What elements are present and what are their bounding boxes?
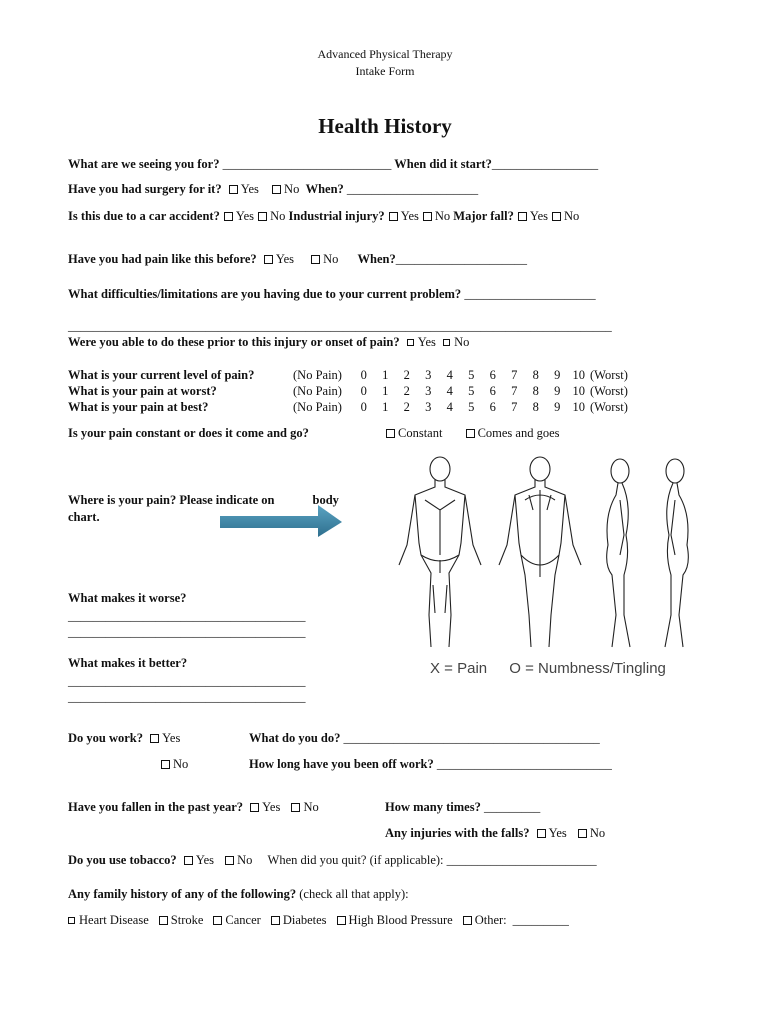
car-accident-yes-label: Yes bbox=[235, 209, 255, 223]
accident-question bbox=[68, 209, 579, 224]
surgery-when-label: When? bbox=[305, 182, 344, 196]
family-history-options bbox=[68, 913, 569, 928]
pain-scale-number[interactable]: 0 bbox=[360, 384, 367, 398]
pain-scale-low: (No Pain) bbox=[293, 368, 342, 382]
off-work-field[interactable]: ____________________________ bbox=[436, 757, 612, 771]
pain-before-question bbox=[68, 252, 527, 267]
pain-before-yes-checkbox[interactable] bbox=[264, 255, 273, 264]
tobacco-no-checkbox[interactable] bbox=[225, 856, 234, 865]
family-history-option-label: High Blood Pressure bbox=[348, 913, 453, 927]
where-pain-line2: chart. bbox=[68, 510, 100, 524]
fall-injuries-question bbox=[385, 826, 605, 841]
pain-scale-number[interactable]: 5 bbox=[468, 368, 475, 382]
seeing-for-label: What are we seeing you for? bbox=[68, 157, 220, 171]
pain-scale-numbers bbox=[353, 384, 590, 399]
body-side-right-figure bbox=[607, 459, 630, 647]
pain-scale-question: What is your current level of pain? bbox=[68, 368, 255, 382]
fall-injuries-yes-label: Yes bbox=[548, 826, 567, 840]
work-label: Do you work? bbox=[68, 731, 144, 745]
work-do-label: What do you do? bbox=[249, 731, 341, 745]
worse-label: What makes it worse? bbox=[68, 591, 187, 605]
pain-before-yes-label: Yes bbox=[275, 252, 295, 266]
family-history-checkbox[interactable] bbox=[463, 916, 472, 925]
work-no-label: No bbox=[173, 757, 189, 771]
pain-scale-number[interactable]: 2 bbox=[403, 400, 410, 414]
fallen-no-checkbox[interactable] bbox=[291, 803, 300, 812]
industrial-yes-checkbox[interactable] bbox=[389, 212, 398, 221]
times-question bbox=[385, 800, 540, 815]
family-history-checkbox[interactable] bbox=[68, 917, 75, 924]
pain-scale-number[interactable]: 10 bbox=[572, 368, 585, 382]
pain-scale-number[interactable]: 3 bbox=[425, 368, 432, 382]
car-accident-no-checkbox[interactable] bbox=[258, 212, 267, 221]
pain-scale-number[interactable]: 9 bbox=[554, 368, 561, 382]
major-fall-label: Major fall? bbox=[453, 209, 514, 223]
industrial-no-label: No bbox=[434, 209, 451, 223]
pain-scale-number[interactable]: 9 bbox=[554, 400, 561, 414]
pain-scale-number[interactable]: 6 bbox=[489, 384, 496, 398]
pain-before-no-checkbox[interactable] bbox=[311, 255, 320, 264]
comes-and-goes-checkbox[interactable] bbox=[466, 429, 475, 438]
arrow-icon bbox=[220, 505, 350, 541]
pain-scale-number[interactable]: 1 bbox=[382, 368, 389, 382]
times-label: How many times? bbox=[385, 800, 481, 814]
pain-scale-number[interactable]: 10 bbox=[572, 400, 585, 414]
difficulties-line-2[interactable]: _______________________________________________________________________________________ bbox=[68, 319, 612, 333]
better-line-1[interactable]: ______________________________________ bbox=[68, 674, 306, 688]
pain-before-label: Have you had pain like this before? bbox=[68, 252, 257, 266]
pain-scale-number[interactable]: 10 bbox=[572, 384, 585, 398]
prior-no-label: No bbox=[454, 335, 470, 349]
tobacco-yes-checkbox[interactable] bbox=[184, 856, 193, 865]
pain-scale-number[interactable]: 7 bbox=[511, 400, 518, 414]
chart-legend bbox=[430, 660, 666, 677]
fallen-yes-label: Yes bbox=[262, 800, 281, 814]
better-line-2[interactable]: ______________________________________ bbox=[68, 690, 306, 704]
family-history-option-label: Heart Disease bbox=[79, 913, 149, 927]
fall-no-label: No bbox=[564, 209, 580, 223]
industrial-no-checkbox[interactable] bbox=[423, 212, 432, 221]
pain-scale-number[interactable]: 6 bbox=[489, 400, 496, 414]
start-label: When did it start? bbox=[394, 157, 492, 171]
off-work-question bbox=[249, 757, 612, 772]
prior-yes-checkbox[interactable] bbox=[407, 339, 414, 346]
pain-scale-number[interactable]: 4 bbox=[446, 384, 453, 398]
off-work-label: How long have you been off work? bbox=[249, 757, 434, 771]
pain-before-no-label: No bbox=[323, 252, 339, 266]
body-side-left-figure bbox=[665, 459, 688, 647]
surgery-no-label: No bbox=[284, 182, 300, 196]
car-accident-yes-checkbox[interactable] bbox=[224, 212, 233, 221]
where-pain-label: Where is your pain? Please indicate on bbox=[68, 493, 275, 507]
pain-before-when-label: When? bbox=[357, 252, 396, 266]
fall-no-checkbox[interactable] bbox=[552, 212, 561, 221]
practice-name: Advanced Physical Therapy bbox=[317, 47, 453, 61]
pain-scale-number[interactable]: 9 bbox=[554, 384, 561, 398]
surgery-question bbox=[68, 182, 478, 197]
legend-numbness: O = Numbness/Tingling bbox=[509, 660, 666, 677]
fallen-question bbox=[68, 800, 319, 815]
work-no-checkbox[interactable] bbox=[161, 760, 170, 769]
prior-yes-label: Yes bbox=[417, 335, 436, 349]
pain-scale-number[interactable]: 0 bbox=[360, 368, 367, 382]
family-history-checkbox[interactable] bbox=[271, 916, 280, 925]
pain-scale-low: (No Pain) bbox=[293, 400, 342, 414]
pain-scale-high: (Worst) bbox=[590, 400, 628, 414]
car-accident-no-label: No bbox=[270, 209, 286, 223]
pain-scale-number[interactable]: 1 bbox=[382, 384, 389, 398]
surgery-when-field[interactable]: _____________________ bbox=[346, 182, 479, 196]
worse-line-1[interactable]: ______________________________________ bbox=[68, 609, 306, 623]
pain-scale-number[interactable]: 5 bbox=[468, 400, 475, 414]
pain-scale-number[interactable]: 1 bbox=[382, 400, 389, 414]
surgery-label: Have you had surgery for it? bbox=[68, 182, 222, 196]
quit-field[interactable]: ________________________ bbox=[446, 853, 597, 867]
tobacco-question bbox=[68, 853, 597, 868]
difficulties-field[interactable]: _____________________ bbox=[464, 287, 596, 301]
constant-label: Is your pain constant or does it come and go? bbox=[68, 426, 309, 440]
prior-no-checkbox[interactable] bbox=[443, 339, 450, 346]
fall-injuries-yes-checkbox[interactable] bbox=[537, 829, 546, 838]
difficulties-label: What difficulties/limitations are you having due to your current problem? bbox=[68, 287, 462, 301]
form-name: Intake Form bbox=[355, 64, 415, 78]
fallen-label: Have you fallen in the past year? bbox=[68, 800, 243, 814]
quit-label: When did you quit? (if applicable): bbox=[267, 853, 444, 867]
work-yes-label: Yes bbox=[162, 731, 181, 745]
better-label: What makes it better? bbox=[68, 656, 188, 670]
pain-scale-high: (Worst) bbox=[590, 368, 628, 382]
fallen-no-label: No bbox=[303, 800, 319, 814]
difficulties-question bbox=[68, 287, 596, 302]
surgery-no-checkbox[interactable] bbox=[272, 185, 281, 194]
prior-label: Were you able to do these prior to this injury or onset of pain? bbox=[68, 335, 400, 349]
page-title: Health History bbox=[318, 114, 452, 138]
body-back-figure bbox=[499, 457, 581, 647]
pain-scale-number[interactable]: 2 bbox=[403, 368, 410, 382]
pain-scale-number[interactable]: 8 bbox=[532, 384, 539, 398]
pain-scale-number[interactable]: 5 bbox=[468, 384, 475, 398]
pain-scale-number[interactable]: 8 bbox=[532, 368, 539, 382]
industrial-label: Industrial injury? bbox=[288, 209, 385, 223]
prior-question bbox=[68, 335, 469, 350]
tobacco-yes-label: Yes bbox=[195, 853, 215, 867]
pain-scale-low: (No Pain) bbox=[293, 384, 342, 398]
pain-scale-number[interactable]: 4 bbox=[446, 368, 453, 382]
constant-checkbox[interactable] bbox=[386, 429, 395, 438]
family-history-option-label: Cancer bbox=[225, 913, 261, 927]
family-other-field[interactable]: _________ bbox=[512, 913, 569, 927]
fall-injuries-label: Any injuries with the falls? bbox=[385, 826, 530, 840]
times-field[interactable]: _________ bbox=[483, 800, 541, 814]
pain-scale-number[interactable]: 4 bbox=[446, 400, 453, 414]
pain-scale-question: What is your pain at best? bbox=[68, 400, 209, 414]
industrial-yes-label: Yes bbox=[400, 209, 419, 223]
pain-scale-high: (Worst) bbox=[590, 384, 628, 398]
work-do-field[interactable]: _________________________________________ bbox=[343, 731, 600, 745]
legend-pain: X = Pain bbox=[430, 660, 488, 677]
tobacco-label: Do you use tobacco? bbox=[68, 853, 177, 867]
comes-and-goes-label: Comes and goes bbox=[477, 426, 560, 440]
surgery-yes-checkbox[interactable] bbox=[229, 185, 238, 194]
pain-scale-number[interactable]: 3 bbox=[425, 384, 432, 398]
work-question bbox=[68, 731, 180, 746]
pain-scale-number[interactable]: 7 bbox=[511, 384, 518, 398]
family-history-checkbox[interactable] bbox=[337, 916, 346, 925]
family-history-option-label: Other: bbox=[474, 913, 507, 927]
pain-scale-numbers bbox=[353, 368, 590, 383]
pain-scale-numbers bbox=[353, 400, 590, 415]
start-field[interactable]: _________________ bbox=[491, 157, 599, 171]
work-yes-checkbox[interactable] bbox=[150, 734, 159, 743]
family-history-label: Any family history of any of the following? bbox=[68, 887, 297, 901]
tobacco-no-label: No bbox=[237, 853, 253, 867]
pain-scale-number[interactable]: 0 bbox=[360, 400, 367, 414]
car-accident-label: Is this due to a car accident? bbox=[68, 209, 220, 223]
fallen-yes-checkbox[interactable] bbox=[250, 803, 259, 812]
surgery-yes-label: Yes bbox=[240, 182, 259, 196]
constant-question bbox=[68, 426, 309, 441]
pain-scale-question: What is your pain at worst? bbox=[68, 384, 217, 398]
family-history-option-label: Diabetes bbox=[282, 913, 327, 927]
work-do-question bbox=[249, 731, 600, 746]
fall-yes-checkbox[interactable] bbox=[518, 212, 527, 221]
pain-scale-number[interactable]: 7 bbox=[511, 368, 518, 382]
work-no-option bbox=[157, 757, 188, 772]
body-front-figure bbox=[399, 457, 481, 647]
body-chart[interactable] bbox=[385, 455, 715, 655]
worse-line-2[interactable]: ______________________________________ bbox=[68, 625, 306, 639]
constant-option-label: Constant bbox=[398, 426, 443, 440]
family-history-note: (check all that apply): bbox=[299, 887, 409, 901]
fall-yes-label: Yes bbox=[529, 209, 549, 223]
fall-injuries-no-label: No bbox=[589, 826, 606, 840]
family-history-checkbox[interactable] bbox=[159, 916, 168, 925]
seeing-for-field[interactable]: ___________________________ bbox=[222, 157, 392, 171]
family-history-question bbox=[68, 887, 409, 902]
pain-scale-number[interactable]: 2 bbox=[403, 384, 410, 398]
pain-scale-number[interactable]: 6 bbox=[489, 368, 496, 382]
constant-options bbox=[382, 426, 560, 441]
where-pain-body-word: body bbox=[312, 493, 339, 507]
fall-injuries-no-checkbox[interactable] bbox=[578, 829, 587, 838]
family-history-checkbox[interactable] bbox=[213, 916, 222, 925]
family-history-option-label: Stroke bbox=[170, 913, 204, 927]
pain-before-when-field[interactable]: _____________________ bbox=[395, 252, 527, 266]
seeing-for-question bbox=[68, 157, 598, 172]
pain-scale-number[interactable]: 3 bbox=[425, 400, 432, 414]
pain-scale-number[interactable]: 8 bbox=[532, 400, 539, 414]
